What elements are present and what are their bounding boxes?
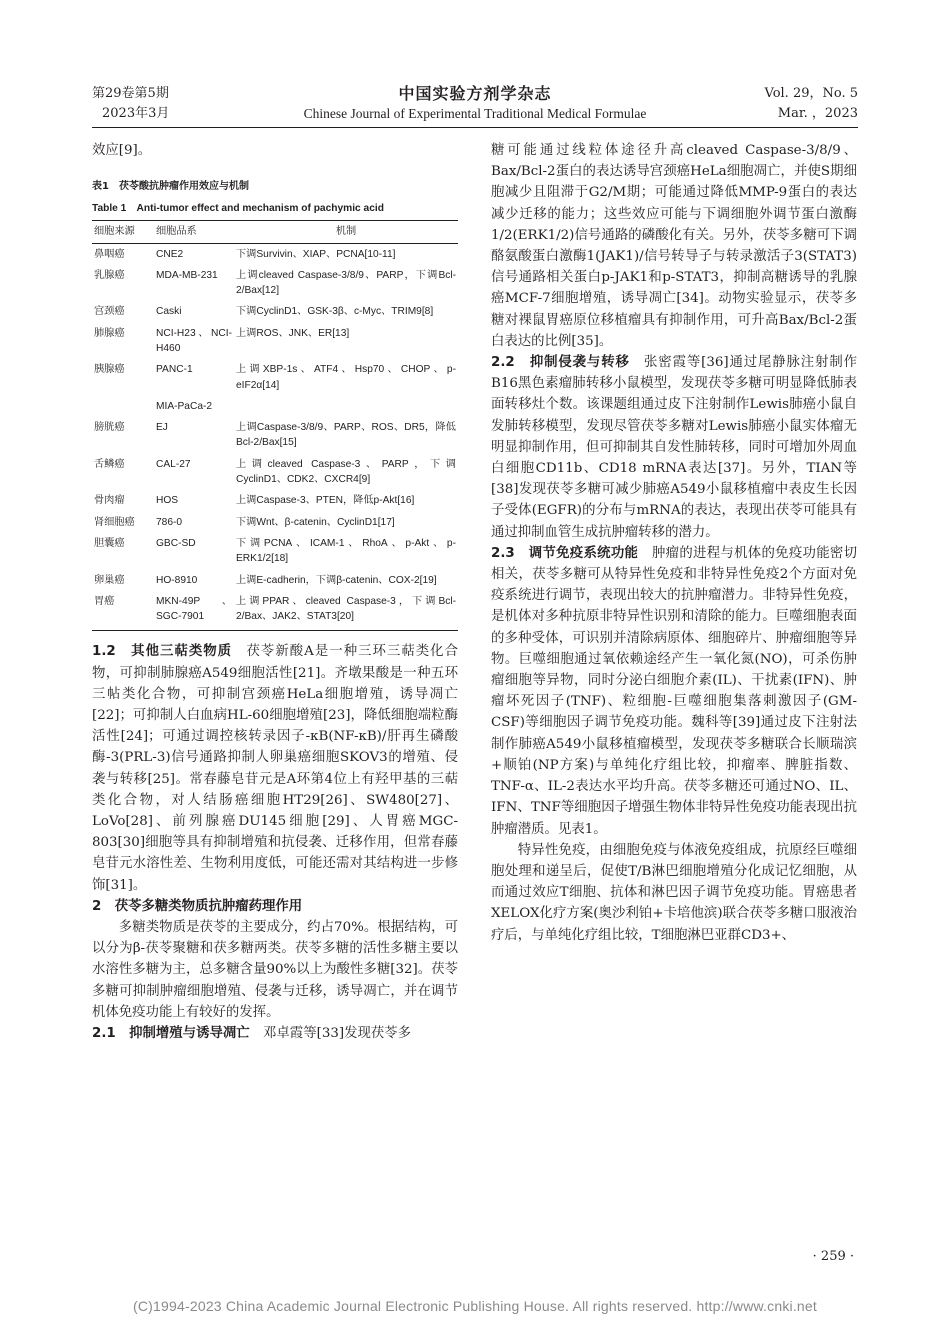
table-row: [92, 570, 458, 591]
header-rule: [92, 127, 858, 128]
left-column: [92, 140, 458, 1044]
table-header-cell: 细胞品系: [154, 221, 234, 243]
table-cell: EJ: [156, 422, 168, 434]
section-1-2: [92, 641, 458, 895]
section-1-2-title: 1.2 其他三萜类物质: [92, 644, 233, 660]
journal-title-en: Chinese Journal of Experimental Traditional Medical Formulae: [303, 106, 647, 121]
table-row: [92, 417, 458, 454]
table-row: [92, 243, 458, 265]
table-cell: 上调Caspase-3、PTEN，降低p-Akt[16]: [236, 495, 415, 507]
table-cell: 鼻咽癌: [94, 248, 125, 260]
table-cell: PANC-1: [156, 364, 193, 376]
table-cell: 肾细胞癌: [94, 516, 135, 528]
section-2-3: [491, 543, 857, 840]
table-cell: [92, 396, 154, 417]
table-cell: HO-8910: [156, 574, 198, 586]
table-cell: 胃癌: [92, 591, 154, 631]
section-2-3-title: 2.3 调节免疫系统功能: [491, 545, 639, 561]
table-cell: GBC-SD: [156, 537, 196, 549]
table-caption-cn: 表1 茯苓酸抗肿瘤作用效应与机制: [92, 181, 249, 193]
table-row: [92, 591, 458, 631]
table-row: [92, 396, 458, 417]
table-cell: 上调PPAR、cleaved Caspase-3，下调Bcl-2/Bax、JAK2、STAT3[20]: [234, 591, 458, 631]
table-header-cell: 细胞来源: [92, 221, 154, 243]
volume-issue: 第29卷第5期: [92, 86, 169, 101]
table-cell: HOS: [156, 495, 179, 507]
publish-date: 2023年3月: [102, 106, 170, 121]
date-en: Mar. ，2023: [777, 106, 858, 121]
section-2-title: 2 茯苓多糖类物质抗肿瘤药理作用: [92, 898, 303, 914]
table-cell: 宫颈癌: [94, 306, 125, 318]
table-cell: 舌鳞癌: [94, 458, 125, 470]
table-cell: 膀胱癌: [94, 422, 125, 434]
table-cell: 上调cleaved Caspase-3、PARP，下调CyclinD1、CDK2、CXCR4[9]: [236, 458, 456, 486]
copyright-footer: (C)1994-2023 China Academic Journal Electronic Publishing House. All rights reserved. http://www.cnki.net: [133, 1298, 817, 1314]
table-cell: 下调CyclinD1、GSK-3β、c-Myc、TRIM9[8]: [236, 306, 434, 318]
table-row: [92, 490, 458, 511]
table-cell: 卵巢癌: [94, 574, 125, 586]
table-1: [92, 220, 458, 631]
table-cell: 上调ROS、JNK、ER[13]: [236, 327, 350, 339]
table-caption-en: Table 1 Anti-tumor effect and mechanism of pachymic acid: [92, 203, 384, 215]
table-cell: 下调Survivin、XIAP、PCNA[10-11]: [236, 248, 396, 260]
journal-title-cn: 中国实验方剂学杂志: [398, 84, 552, 103]
table-cell: [234, 396, 458, 417]
table-cell: 786-0: [156, 516, 183, 528]
table-cell: CAL-27: [156, 458, 191, 470]
table-cell: 胆囊癌: [94, 537, 125, 549]
section-2-1-title: 2.1 抑制增殖与诱导凋亡: [92, 1026, 250, 1042]
table-cell: 上调Caspase-3/8/9、PARP、ROS、DR5，降低Bcl-2/Bax[15]: [236, 422, 456, 449]
section-2-2: [491, 352, 857, 543]
table-row: [92, 454, 458, 491]
section-2-1-continued: 糖可能通过线粒体途径升高cleaved Caspase-3/8/9、Bax/Bcl-2蛋白的表达诱导宫颈癌HeLa细胞凋亡，并使S期细胞减少且阻滞于G2/M期；可能通过降低MMP-9蛋白的表达减少迁移的能力；这些效应可能与下调细胞外调节蛋白激酶1/2(ERK1/2)信号通路的磷酸化有关。另外，茯苓多糖可下调酪氨酸蛋白激酶1(JAK1)/信号转导子与转录激活子3(STAT3)信号通路相关蛋白p-JAK1和p-STAT3，抑制高糖诱导的乳腺癌MCF-7细胞增殖，诱导凋亡[34]。动物实验显示，茯苓多糖对裸鼠胃癌原位移植瘤具有抑制作用，可升高Bax/Bcl-2蛋白表达的比例[35]。: [491, 143, 857, 349]
table-row: [92, 301, 458, 322]
table-cell: 乳腺癌: [94, 269, 125, 281]
section-2-1-text: 邓卓霞等[33]发现茯苓多: [263, 1026, 412, 1042]
table-cell: MIA-PaCa-2: [156, 400, 213, 412]
table-row: [92, 512, 458, 533]
section-2-3-text: 肿瘤的进程与机体的免疫功能密切相关，茯苓多糖可从特异性免疫和非特异性免疫2个方面对免疫系统进行调节，表现出较大的抗肿瘤潜力。非特异性免疫，是机体对多种抗原非特异性识别和清除的能力。巨噬细胞表面的多种受体，可识别并清除病原体、细胞碎片、肿瘤细胞等异物。巨噬细胞通过氧依赖途经产生一氧化氮(NO)，可杀伤肿瘤细胞等异物，同时分泌白细胞介素(IL)、干扰素(IFN)、肿瘤坏死因子(TNF)、粒细胞-巨噬细胞集落刺激因子(GM-CSF)等细胞因子调节免疫功能。魏科等[39]通过皮下注射法制作肺癌A549小鼠移植瘤模型，发现茯苓多糖联合长顺瑞滨+顺铂(NP方案)与单纯化疗组比较，抑瘤率、脾脏指数、TNF-α、IL-2表达水平均升高。茯苓多糖还可通过NO、IL、IFN、TNF等细胞因子增强生物体非特异性免疫功能表现出抗肿瘤潜质。见表1。: [491, 545, 858, 837]
table-row: [92, 533, 458, 570]
section-1-2-text: 茯苓新酸A是一种三环三萜类化合物，可抑制肺腺癌A549细胞活性[21]。齐墩果酸是一种五环三帖类化合物，可抑制宫颈癌HeLa细胞增殖，诱导凋亡[22]；可抑制人白血病HL-60细胞增殖[23]，降低细胞端粒酶活性[24]；可通过调控核转录因子-κB(NF-κB)/肝再生磷酸酶-3(PRL-3)信号通路抑制人卵巢癌细胞SKOV3的增殖、侵袭与转移[25]。常春藤皂苷元是A环第4位上有羟甲基的三萜类化合物，对人结肠癌细胞HT29[26]、SW480[27]、LoVo[28]、前列腺癌DU145细胞[29]、人胃癌MGC-803[30]细胞等具有抑制增殖和抗侵袭、迁移作用，但常春藤皂苷元水溶性差、生物利用度低，可能还需对其结构进一步修饰[31]。: [92, 644, 458, 893]
table-header-cell: 机制: [234, 221, 458, 243]
table-cell: MKN-49P、SGC-7901: [154, 591, 234, 631]
section-2-text: 多糖类物质是茯苓的主要成分，约占70%。根据结构，可以分为β-茯苓聚糖和茯多糖两类。茯苓多糖的活性多糖主要以水溶性多糖为主，总多糖含量90%以上为酸性多糖[32]。茯苓多糖可抑制肿瘤细胞增殖、侵袭与迁移，诱导凋亡，并在调节机体免疫功能上有较好的发挥。: [92, 920, 458, 1020]
table-cell: 上调E-cadherin，下调β-catenin、COX-2[19]: [236, 574, 437, 586]
table-row: [92, 359, 458, 396]
table-row: [92, 265, 458, 302]
table-cell: 骨肉瘤: [94, 495, 125, 507]
right-column: [491, 140, 857, 946]
table-cell: 下调PCNA、ICAM-1、RhoA、p-Akt、p-ERK1/2[18]: [236, 537, 456, 565]
page-number: · 259 ·: [812, 1249, 854, 1264]
table-header-row: [92, 221, 458, 243]
specific-immunity-text: 特异性免疫，由细胞免疫与体液免疫组成，抗原经巨噬细胞处理和递呈后，促使T/B淋巴细胞增殖分化成记忆细胞，从而通过效应T细胞、抗体和淋巴因子调节免疫功能。胃癌患者XELOX化疗方案(奥沙利铂+卡培他滨)联合茯苓多糖口服液治疗后，与单纯化疗组比较，T细胞淋巴亚群CD3+、: [491, 842, 857, 943]
table-cell: 下调Wnt、β-catenin、CyclinD1[17]: [236, 516, 395, 528]
section-2-2-title: 2.2 抑制侵袭与转移: [491, 355, 630, 371]
table-cell: NCI-H23、NCI-H460: [156, 327, 232, 354]
section-2-1: [92, 1023, 458, 1044]
header-right: [765, 84, 859, 124]
table-row: [92, 323, 458, 360]
table-cell: 上调cleaved Caspase-3/8/9、PARP，下调Bcl-2/Bax[12]: [236, 269, 456, 297]
table-cell: Caski: [156, 306, 182, 318]
intro-text: 效应[9]。: [92, 143, 152, 158]
table-cell: MDA-MB-231: [156, 269, 218, 281]
table-cell: 肺腺癌: [94, 327, 125, 339]
table-cell: 上调XBP-1s、ATF4、Hsp70、CHOP、p-eIF2α[14]: [236, 364, 456, 391]
table-cell: 胰腺癌: [94, 364, 125, 376]
section-2-2-text: 张密霞等[36]通过尾静脉注射制作B16黑色素瘤肺转移小鼠模型，发现茯苓多糖可明显降低肺表面转移灶个数。该课题组通过皮下注射制作Lewis肺癌小鼠自发肺转移模型，发现尽管茯苓多糖对Lewis肺癌小鼠实体瘤无明显抑制作用，但可抑制其自发性肺转移，同时可增加外周血白细胞CD11b、CD18 mRNA表达[37]。另外，TIAN等[38]发现茯苓多糖可减少肺癌A549小鼠移植瘤中表皮生长因子受体(EGFR)的分布与mRNA的表达，表现出茯苓可能具有通过抑制血管生成抗肿瘤转移的潜力。: [491, 355, 857, 540]
table-cell: CNE2: [156, 248, 184, 260]
volume-en: Vol. 29，No. 5: [764, 86, 858, 101]
